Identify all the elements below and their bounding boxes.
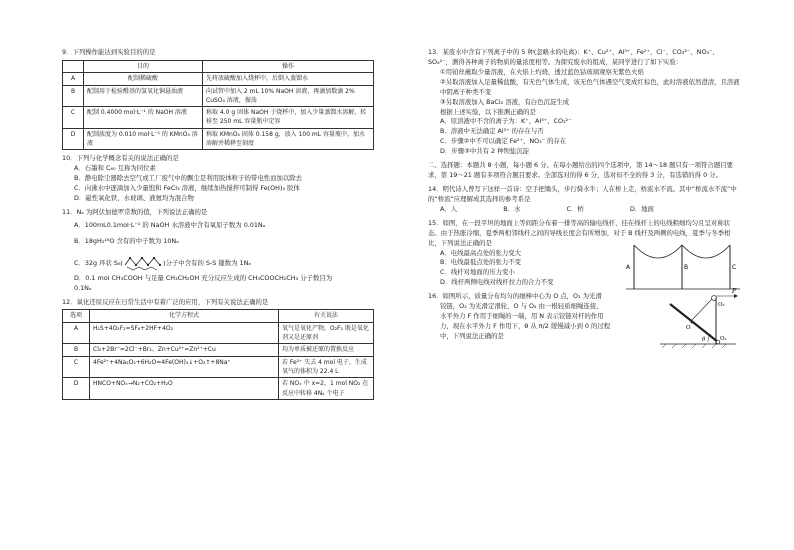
table-row (63, 322, 374, 344)
q9-header-operation: 操作 (203, 60, 374, 72)
row-label: D (63, 378, 90, 400)
q9-header-row (63, 60, 374, 72)
angle-label-theta: θ (702, 337, 706, 344)
q9-table (62, 60, 374, 150)
q11-option-c-prefix: C．32g 环状 S₈( (74, 258, 123, 267)
q12-header-row (63, 310, 374, 322)
q13-lead: 根据上述实验，以下推测正确的是 (440, 107, 536, 116)
q13-option-c: C．步骤②中不可以确定 Fe²⁺、NO₃⁻ 的存在 (440, 137, 567, 146)
q12-stem: 12．氧化还原反应在日常生活中有着广泛的应用，下列有关说法正确的是 (62, 297, 269, 306)
q10-option-d: D．磁性氧化铁、水玻璃、液氨均为混合物 (74, 193, 194, 202)
pole-label-c: C (732, 263, 737, 271)
section-heading: 二、选择题：本题共 8 小题，每小题 6 分。在每小题给出的四个选项中，第 14～18 题只有一项符合题目要求，第 19～21 题有多项符合题目要求。全部选对的得 6 分，选对但不全的得 3 分，有选错的得 0 分。 (428, 161, 733, 180)
q15-block (428, 249, 740, 289)
q9-header-blank (63, 60, 84, 72)
q13-option-b: B．溶液中无法确定 Al³⁺ 的存在与否 (440, 127, 544, 136)
row-purpose: 配制 0.4000 mol·L⁻¹ 的 NaOH 溶液 (84, 107, 203, 129)
pole-label-b: B (684, 263, 689, 271)
center-label-o: O (686, 325, 691, 332)
row-note: 均为单质被还原的置换反应 (279, 344, 374, 356)
q11-option-c-text: 分子中含有的 S-S 键数为 1Nₐ (165, 258, 251, 267)
q10-stem: 10．下列与化学概念有关的说法正确的是 (62, 154, 179, 163)
q11-option-a: A．100mL0.1mol·L⁻¹ 的 NaOH 水溶液中含有氧原子数为 0.01Nₐ (74, 220, 266, 229)
table-row (63, 85, 374, 107)
q11-option-d: D．0.1 mol CH₃COOH 与足量 CH₃CH₂OH 充分反应生成的 CH₃COOCH₂CH₃ 分子数目为 (74, 273, 333, 282)
q16-block (428, 288, 740, 344)
q16-stem-4: 力，现在水平外力 F 作用下，θ 从 π/2 缓慢减小到 0 的过程 (440, 321, 611, 330)
pulley-label-o2: O₂ (718, 302, 725, 309)
row-note: 氧气是氧化产物，O₂F₂ 既是氧化剂又是还原剂 (279, 322, 374, 344)
table-row (63, 356, 374, 378)
q14-option-d: D．地面 (629, 204, 654, 213)
row-equation: H₂S+4O₂F₂=SF₆+2HF+4O₂ (90, 322, 279, 344)
q15-option-c: C．线杆对地面的压力变小 (440, 268, 515, 277)
q13-option-d: D．步骤③中共有 2 种钡盐沉淀 (440, 147, 530, 156)
row-note: 若 Fe²⁺ 失去 4 mol 电子，生成氧气的体积为 22.4 L (279, 356, 374, 378)
table-row (63, 128, 374, 150)
q10-option-a: A．石墨和 C₆₀ 互称为同位素 (74, 164, 156, 173)
q16-stem-3: 水平外力 F 作用于细绳的一端，用 N 表示铰链对杆的作用 (440, 312, 604, 321)
q13-step-2: ②另取溶液加入足量稀盐酸，有无色气体生成，该无色气体遇空气变成红棕色，此时溶液依然澄清，且溶液中阴离子种类不变 (440, 77, 740, 96)
q15-option-d: D．线杆两侧电线对线杆拉力的合力不变 (440, 278, 554, 287)
q13-step-3: ③另取溶液加入 BaCl₂ 溶液，有白色沉淀生成 (440, 97, 570, 106)
q13-stem: 13．某废水中含有下列离子中的 5 种(忽略水的电离)：K⁺、Cu²⁺、Al³⁺、Fe²⁺、Cl⁻、CO₃²⁻、NO₃⁻、SO₄²⁻，测得各种离子的物质的量浓度相等。为探究废水的组成，某同学进行了如下实验： (428, 48, 719, 66)
row-label: B (63, 344, 90, 356)
q15-option-b: B．电线最低点处的张力不变 (440, 258, 522, 267)
q14-option-b: B．水 (503, 204, 521, 213)
rod-hinge-pulley-figure (656, 286, 740, 352)
table-row (63, 378, 374, 400)
row-operation: 向试管中加入 2 mL 10% NaOH 溶液，再滴加数滴 2% CuSO₄ 溶液，振荡 (203, 85, 374, 107)
row-equation: Cl₂+2Br⁻=2Cl⁻+Br₂、Zn+Cu²⁺=Zn²⁺+Cu (90, 344, 279, 356)
right-column (428, 48, 740, 342)
row-purpose: 配制稀硫酸 (84, 73, 203, 85)
q11-option-b: B．18gH₂¹⁸O 含有的中子数为 10Nₐ (74, 236, 179, 245)
q13-step-1: ①用铂丝蘸取少量溶液，在火焰上灼烧，透过蓝色钴玻璃观察无紫色火焰 (440, 67, 644, 76)
q14-option-c: C．桥 (566, 204, 584, 213)
q9-header-purpose: 目的 (84, 60, 203, 72)
row-label: A (63, 322, 90, 344)
q12-header-option: 选项 (63, 310, 90, 322)
pole-label-a: A (626, 263, 631, 271)
row-operation: 称取 KMnO₄ 固体 0.158 g，放入 100 mL 容量瓶中，加水溶解并稀释至刻度 (203, 128, 374, 150)
left-column (62, 48, 374, 403)
q15-option-a: A．电线最高点处的张力变大 (440, 248, 522, 257)
q16-stem-5: 中，下列说法正确的是 (440, 331, 504, 340)
q11-option-d-cont: 0.1Nₐ (74, 283, 92, 292)
q14-option-a: A．人 (440, 204, 458, 213)
s8-ring-structure-icon (123, 255, 163, 271)
q16-stem-2: 铰链，O₂ 为光滑定滑轮，O 与 O₂ 由一根轻质细绳连接， (440, 302, 603, 311)
row-label: B (63, 85, 84, 107)
q10-option-b: B．静电除尘器除去空气或工厂废气中的飘尘是利用胶体粒子的带电性而加以除去 (74, 174, 303, 183)
table-row (63, 344, 374, 356)
q10-option-c: C．向沸水中逐滴加入少量饱和 FeCl₃ 溶液，继续加热搅拌可制得 Fe(OH)₃ 胶体 (74, 184, 300, 193)
row-equation: HNCO+NOₓ→N₂+CO₂+H₂O (90, 378, 279, 400)
row-operation: 先将浓硫酸加入烧杯中，后倒入蒸馏水 (203, 73, 374, 85)
q16-stem-1: 16．如图所示，质量分布均匀的细棒中心为 O 点，O₁ 为光滑 (428, 292, 602, 301)
force-label-f: F (732, 288, 737, 296)
q11-stem: 11．Nₐ 为阿伏加德罗常数的值，下列说法正确的是 (62, 207, 208, 216)
q12-table (62, 309, 374, 399)
q9-stem: 9．下列操作能达到实验目的的是 (62, 48, 156, 56)
q15-stem: 15．如图，在一段平坦的地面上等间距分布着一排等高的输电线杆，挂在线杆上的电线粗细均匀且呈对称状态。由于热胀冷缩，夏季两相邻线杆之间的导线长度会有所增加，对于 B 线杆及两侧的电线，夏季与冬季相比，下列说法正确的是 (428, 218, 731, 247)
hinge-label-o1: O₁ (720, 336, 727, 343)
q11-option-c: C．32g 环状 S₈( )分子中含有的 S-S 键数为 1Nₐ (62, 255, 374, 271)
q14-options (428, 205, 740, 215)
row-label: D (63, 128, 84, 150)
row-purpose: 配制浓度为 0.010 mol·L⁻¹ 的 KMnO₄ 溶液 (84, 128, 203, 150)
row-note: 若 NOₓ 中 x=2，1 mol NO₂ 在反应中转移 4Nₐ 个电子 (279, 378, 374, 400)
row-label: C (63, 356, 90, 378)
row-operation: 称取 4.0 g 固体 NaOH 于烧杯中，加入少量蒸馏水溶解，转移至 250 mL 容量瓶中定容 (203, 107, 374, 129)
row-label: A (63, 73, 84, 85)
q14-stem: 14．明代诗人曾写下这样一首诗：空手把锄头，步行骑水牛；人在桥上走，桥流水不流。其中“桥流水不流”中的“桥流”应理解成其选择的参考系是 (428, 184, 737, 203)
row-equation: 4Fe²⁺+4Na₂O₂+6H₂O=4Fe(OH)₃↓+O₂↑+8Na⁺ (90, 356, 279, 378)
q12-header-equation: 化学方程式 (90, 310, 279, 322)
q13-option-a: A．原溶液中不含的离子为：K⁺、Al³⁺、CO₃²⁻ (440, 117, 572, 126)
table-row (63, 107, 374, 129)
table-row (63, 73, 374, 85)
row-label: C (63, 107, 84, 129)
q12-header-note: 有关说法 (279, 310, 374, 322)
row-purpose: 配制用于检验醛基的氢氧化铜悬浊液 (84, 85, 203, 107)
